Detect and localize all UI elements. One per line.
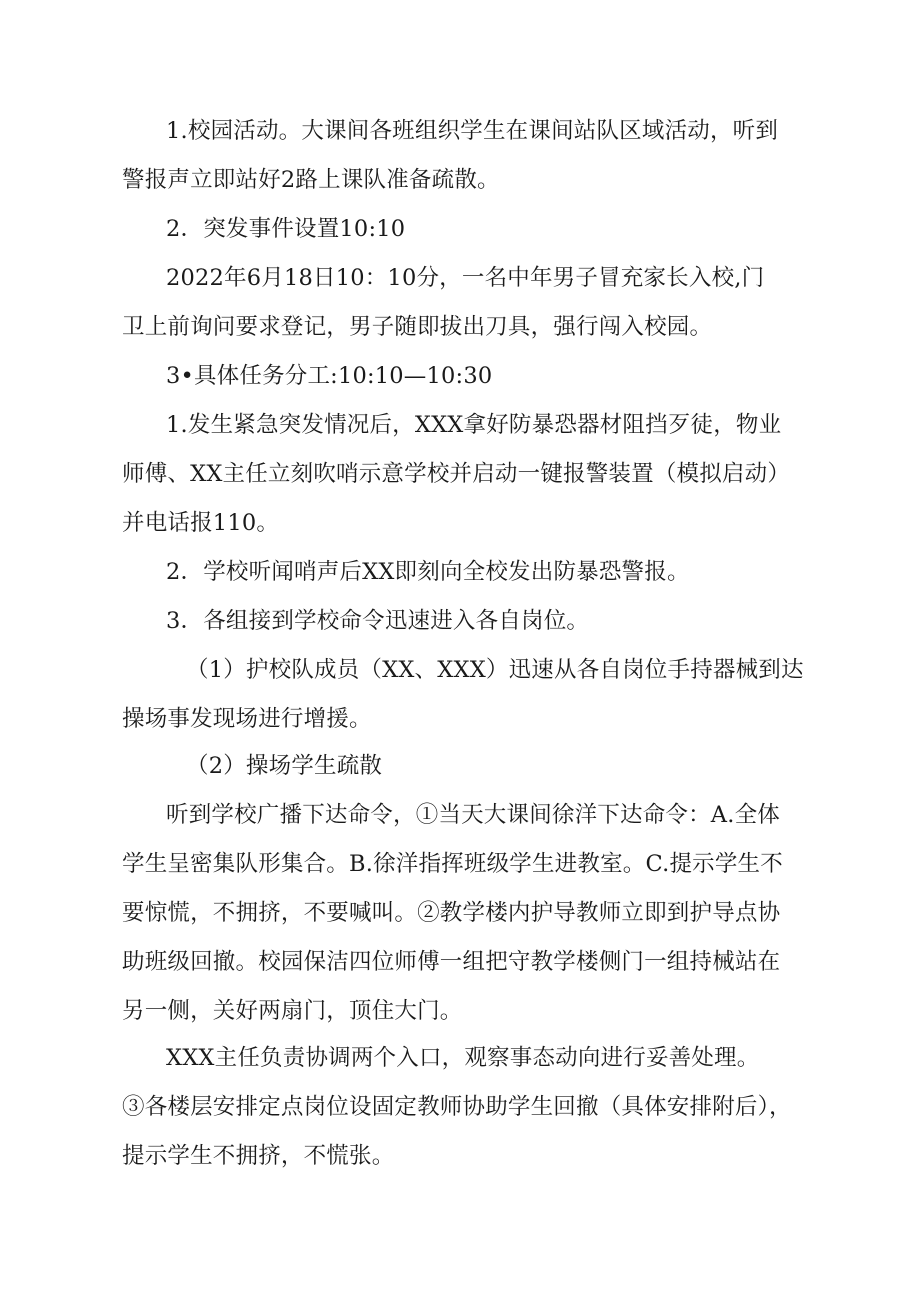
paragraph-3-line-3: 要惊慌，不拥挤，不要喊叫。②教学楼内护导教师立即到护导点协 — [122, 900, 781, 926]
subitem-1-line-1: （1）护校队成员（XX、XXX）迅速从各自岗位手持器械到达 — [186, 657, 804, 683]
item-1-line-3: 并电话报110。 — [122, 510, 280, 536]
paragraph-2-line-2: 卫上前询问要求登记，男子随即拔出刀具，强行闯入校园。 — [122, 314, 713, 340]
item-1-line-1: 1.发生紧急突发情况后，XXX拿好防暴恐器材阻挡歹徒，物业 — [166, 412, 782, 438]
section-heading-2: 2．突发事件设置10:10 — [166, 216, 406, 242]
paragraph-3-line-4: 助班级回撤。校园保洁四位师傅一组把守教学楼侧门一组持械站在 — [122, 949, 781, 975]
item-2: 2．学校听闻哨声后XX即刻向全校发出防暴恐警报。 — [166, 559, 690, 585]
section-heading-3: 3•具体任务分工:10:10—10:30 — [166, 363, 493, 389]
subitem-1-line-2: 操场事发现场进行增援。 — [122, 706, 372, 732]
paragraph-4-line-1: XXX主任负责协调两个入口，观察事态动向进行妥善处理。 — [166, 1045, 760, 1071]
item-3: 3．各组接到学校命令迅速进入各自岗位。 — [166, 608, 590, 634]
paragraph-4-line-3: 提示学生不拥挤，不慌张。 — [122, 1143, 395, 1169]
paragraph-3-line-1: 听到学校广播下达命令，①当天大课间徐洋下达命令：A.全体 — [166, 802, 781, 828]
item-1-line-2: 师傅、XX主任立刻吹哨示意学校并启动一键报警装置（模拟启动） — [122, 461, 791, 487]
paragraph-3-line-2: 学生呈密集队形集合。B.徐洋指挥班级学生进教室。C.提示学生不 — [122, 851, 783, 877]
paragraph-4-line-2: ③各楼层安排定点岗位设固定教师协助学生回撤（具体安排附后）， — [122, 1094, 792, 1120]
paragraph-2-line-1: 2022年6月18日10：10分，一名中年男子冒充家长入校,门 — [166, 265, 765, 291]
subitem-2-heading: （2）操场学生疏散 — [186, 753, 383, 779]
paragraph-1-line-2: 警报声立即站好2路上课队准备疏散。 — [122, 167, 500, 193]
paragraph-1-line-1: 1.校园活动。大课间各班组织学生在课间站队区域活动，听到 — [166, 118, 779, 144]
paragraph-3-line-5: 另一侧，关好两扇门，顶住大门。 — [122, 998, 463, 1024]
